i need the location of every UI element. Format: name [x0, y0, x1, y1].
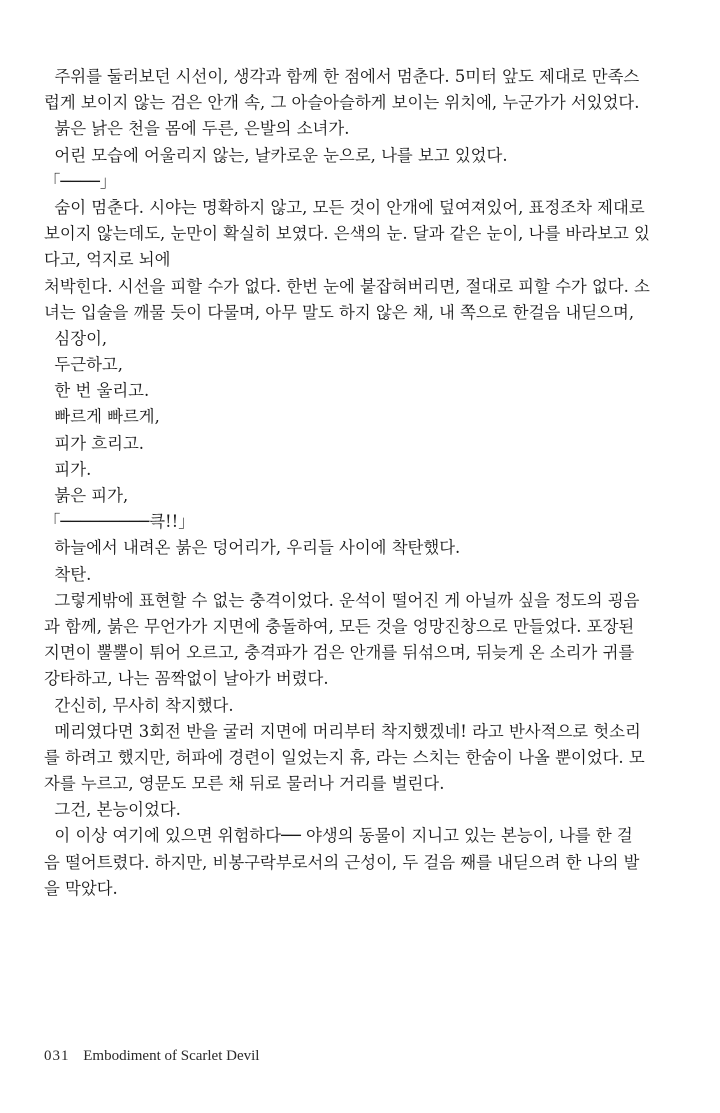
- text-line: 강타하고, 나는 꼼짝없이 날아가 버렸다.: [44, 669, 329, 689]
- text-line: 을 막았다.: [44, 878, 118, 898]
- text-line: 를 하려고 했지만, 허파에 경련이 일었는지 휴, 라는 스치는 한숨이 나올 뿐이었다. 모: [44, 747, 645, 767]
- text-line: 메리였다면 3회전 반을 굴러 지면에 머리부터 착지했겠네! 라고 반사적으로 헛소리: [44, 721, 641, 741]
- text-line: 자를 누르고, 영문도 모른 채 뒤로 물러나 거리를 벌린다.: [44, 774, 445, 794]
- text-line: 럽게 보이지 않는 검은 안개 속, 그 아슬아슬하게 보이는 위치에, 누군가가 서있었다.: [44, 93, 640, 113]
- page-number: 031: [44, 1048, 70, 1064]
- text-line: 다고, 억지로 뇌에: [44, 250, 171, 270]
- text-line: 빠르게 빠르게,: [44, 407, 160, 427]
- text-line: 과 함께, 붉은 무언가가 지면에 충돌하여, 모든 것을 엉망진창으로 만들었다. 포장된: [44, 616, 635, 636]
- text-line: 「────」: [44, 171, 117, 191]
- text-line: 「─────────큭!!」: [44, 512, 195, 532]
- text-line: 그건, 본능이었다.: [44, 800, 181, 820]
- text-line: 붉은 피가,: [44, 486, 129, 505]
- text-line: 착탄.: [44, 564, 92, 584]
- text-line: 붉은 낡은 천을 몸에 두른, 은발의 소녀가.: [44, 119, 350, 139]
- text-line: 보이지 않는데도, 눈만이 확실히 보였다. 은색의 눈. 달과 같은 눈이, 나를 바라보고 있: [44, 224, 650, 244]
- text-line: 음 떨어트렸다. 하지만, 비봉구락부로서의 근성이, 두 걸음 째를 내딛으려 한 나의 발: [44, 852, 640, 872]
- text-line: 지면이 뿔뿔이 튀어 오르고, 충격파가 검은 안개를 뒤섞으며, 뒤늦게 온 소리가 귀를: [44, 643, 635, 663]
- text-line: 녀는 입술을 깨물 듯이 다물며, 아무 말도 하지 않은 채, 내 쪽으로 한걸음 내딛으며,: [44, 302, 635, 322]
- text-line: 한 번 울리고.: [44, 381, 150, 401]
- text-line: 어린 모습에 어울리지 않는, 날카로운 눈으로, 나를 보고 있었다.: [44, 145, 508, 165]
- text-line: 하늘에서 내려온 붉은 덩어리가, 우리들 사이에 착탄했다.: [44, 538, 461, 558]
- text-line: 두근하고,: [44, 355, 123, 375]
- page-footer: [44, 1048, 259, 1065]
- body-text: [44, 64, 692, 902]
- text-line: 피가 흐리고.: [44, 433, 145, 453]
- text-line: 숨이 멈춘다. 시야는 명확하지 않고, 모든 것이 안개에 덮여져있어, 표정조차 제대로: [44, 197, 645, 217]
- text-line: 피가.: [44, 459, 92, 479]
- text-line: 처박힌다. 시선을 피할 수가 없다. 한번 눈에 붙잡혀버리면, 절대로 피할 수가 없다. 소: [44, 276, 650, 296]
- text-line: 이 이상 여기에 있으면 위험하다── 야생의 동물이 지니고 있는 본능이, 나를 한 걸: [44, 826, 633, 846]
- text-line: 그렇게밖에 표현할 수 없는 충격이었다. 운석이 떨어진 게 아닐까 싶을 정도의 굉음: [44, 590, 640, 610]
- text-line: 심장이,: [44, 328, 108, 348]
- text-line: 주위를 둘러보던 시선이, 생각과 함께 한 점에서 멈춘다. 5미터 앞도 제대로 만족스: [44, 67, 640, 86]
- text-line: 간신히, 무사히 착지했다.: [44, 695, 234, 715]
- book-title: Embodiment of Scarlet Devil: [83, 1048, 260, 1064]
